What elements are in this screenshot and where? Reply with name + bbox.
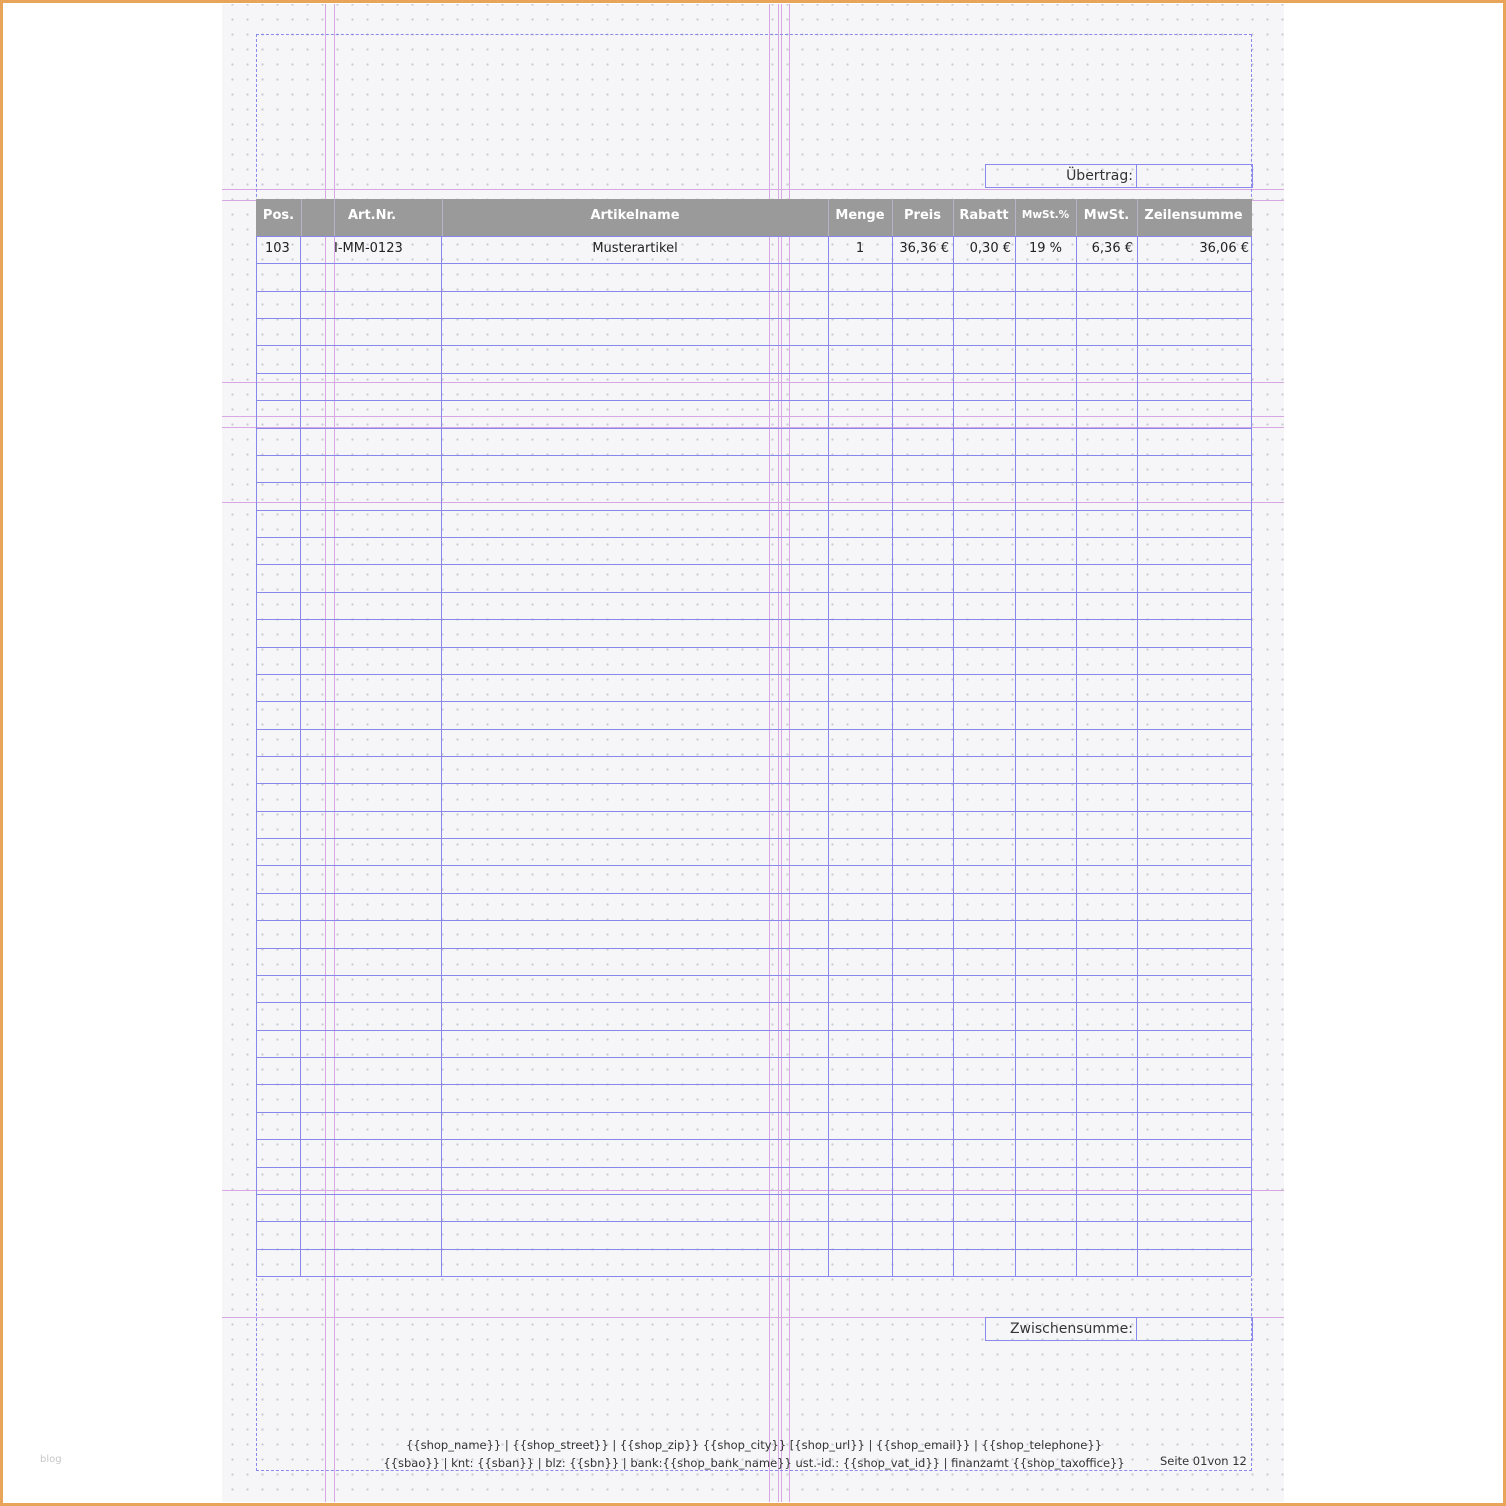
table-row-line <box>256 318 1251 319</box>
table-column-line <box>1251 236 1252 1276</box>
header-mwst-pct: MwSt.% <box>1021 209 1070 221</box>
table-row-line <box>256 893 1251 894</box>
cell-artnr: I-MM-0123 <box>334 241 403 256</box>
cell-pos: 103 <box>265 241 290 256</box>
carry-over-value <box>1138 165 1252 187</box>
header-menge: Menge <box>835 208 885 223</box>
table-column-line <box>1015 236 1016 1276</box>
subtotal-box <box>985 1317 1253 1341</box>
table-column-line <box>953 236 954 1276</box>
header-artnr: Art.Nr. <box>348 208 397 223</box>
table-row-line <box>256 1057 1251 1058</box>
table-row-line <box>256 1002 1251 1003</box>
table-row-line <box>256 482 1251 483</box>
table-row-line <box>256 1167 1251 1168</box>
cell-menge: 1 <box>855 241 865 256</box>
table-row-line <box>256 729 1251 730</box>
table-row-line <box>256 756 1251 757</box>
table-row-line <box>256 400 1251 401</box>
table-row-line <box>256 345 1251 346</box>
table-row-line <box>256 838 1251 839</box>
table-row-line <box>256 537 1251 538</box>
table-row-line <box>256 619 1251 620</box>
header-separator <box>301 199 302 236</box>
table-column-line <box>1137 236 1138 1276</box>
table-row-line <box>256 1249 1251 1250</box>
header-mwst: MwSt. <box>1083 208 1130 223</box>
subtotal-value <box>1138 1318 1252 1340</box>
table-row-line <box>256 1084 1251 1085</box>
table-row-line <box>256 564 1251 565</box>
header-pos: Pos. <box>262 208 295 223</box>
table-row-line <box>256 291 1251 292</box>
table-row-line <box>256 701 1251 702</box>
table-row-line <box>256 428 1251 429</box>
header-artikelname: Artikelname <box>590 208 680 223</box>
footer-bank-info: {{sbao}} | knt: {{sban}} | blz: {{sbn}} | bank:{{shop_bank_name}} ust.-id.: {{shop_vat_id}} | finanzamt {{shop_taxoffice}} <box>383 1456 1125 1470</box>
table-row-line <box>256 783 1251 784</box>
table-row-line <box>256 920 1251 921</box>
table-row-line <box>256 647 1251 648</box>
table-row-line <box>256 975 1251 976</box>
table-row-line <box>256 1276 1251 1277</box>
header-preis: Preis <box>904 208 941 223</box>
cell-zeilensumme: 36,06 € <box>1199 241 1249 256</box>
table-row-line <box>256 1030 1251 1031</box>
table-column-line <box>256 236 257 1276</box>
table-column-line <box>441 236 442 1276</box>
table-row-line <box>256 455 1251 456</box>
table-row-line <box>256 592 1251 593</box>
table-row-line <box>256 263 1251 264</box>
table-column-line <box>828 236 829 1276</box>
table-row-line <box>256 674 1251 675</box>
table-row-line <box>256 1112 1251 1113</box>
footer-shop-info: {{shop_name}} | {{shop_street}} | {{shop_zip}} {{shop_city}} [{shop_url}} | {{shop_email}} | {{shop_telephone}} <box>405 1438 1103 1452</box>
table-row-line <box>256 510 1251 511</box>
table-row-line <box>256 1221 1251 1222</box>
cell-artikelname: Musterartikel <box>592 241 678 256</box>
subtotal-label: Zwischensumme: <box>986 1318 1137 1340</box>
table-row-line <box>256 811 1251 812</box>
carry-over-label: Übertrag: <box>986 165 1137 187</box>
cell-preis: 36,36 € <box>899 241 949 256</box>
table-column-line <box>1076 236 1077 1276</box>
table-column-line <box>300 236 301 1276</box>
table-row-line <box>256 865 1251 866</box>
table-row-line <box>256 1194 1251 1195</box>
table-row-line <box>256 948 1251 949</box>
table-row-line <box>256 236 1251 237</box>
header-zeilensumme: Zeilensumme <box>1144 208 1243 223</box>
carry-over-box <box>985 164 1253 188</box>
header-rabatt: Rabatt <box>959 208 1009 223</box>
cell-mwst-pct: 19 % <box>1028 241 1063 256</box>
table-header <box>256 199 1252 236</box>
table-column-line <box>892 236 893 1276</box>
table-row-line <box>256 1139 1251 1140</box>
watermark: blog <box>40 1454 62 1465</box>
cell-mwst: 6,36 € <box>1091 241 1133 256</box>
page-number: Seite 01von 12 <box>1160 1454 1247 1468</box>
table-row-line <box>256 373 1251 374</box>
cell-rabatt: 0,30 € <box>969 241 1011 256</box>
